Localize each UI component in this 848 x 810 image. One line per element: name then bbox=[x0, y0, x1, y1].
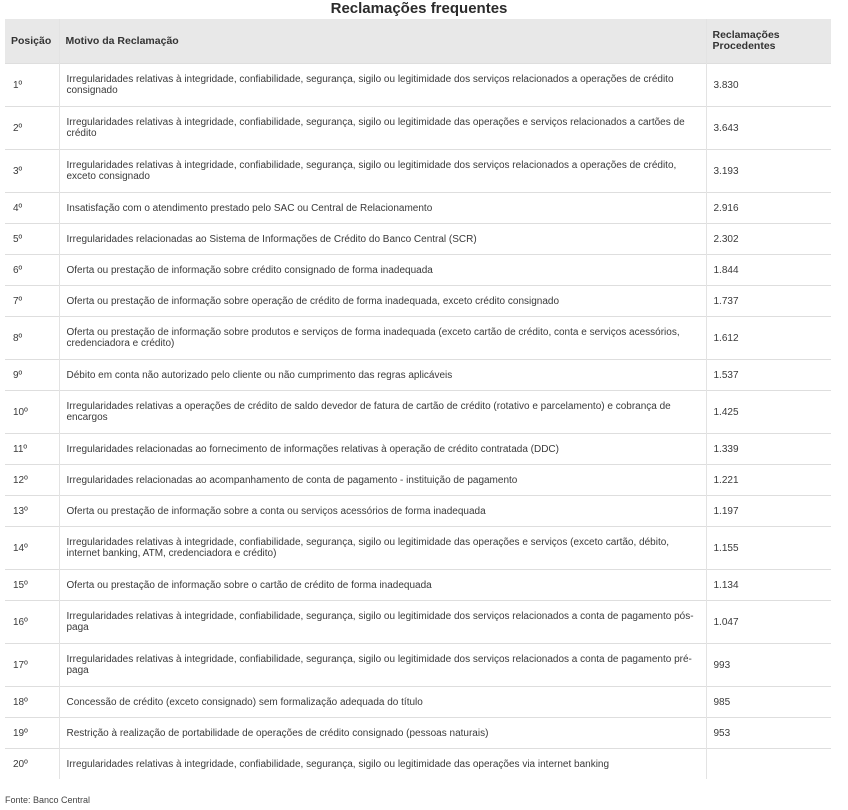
cell-count: 1.737 bbox=[706, 286, 831, 317]
cell-count: 1.537 bbox=[706, 360, 831, 391]
cell-count: 953 bbox=[706, 718, 831, 749]
cell-position: 4º bbox=[5, 193, 59, 224]
table-row bbox=[5, 224, 831, 255]
header-count: Reclamações Procedentes bbox=[706, 19, 831, 64]
table-row bbox=[5, 317, 831, 360]
cell-reason: Irregularidades relativas à integridade, confiabilidade, segurança, sigilo ou legitimidade dos serviços relacionados a conta de pagamento pré-paga bbox=[59, 644, 706, 687]
cell-count: 3.830 bbox=[706, 64, 831, 107]
cell-reason: Irregularidades relativas à integridade, confiabilidade, segurança, sigilo ou legitimidade dos serviços relacionados a operações de crédito, exceto consignado bbox=[59, 150, 706, 193]
cell-position: 17º bbox=[5, 644, 59, 687]
header-reason: Motivo da Reclamação bbox=[59, 19, 706, 64]
cell-count: 3.193 bbox=[706, 150, 831, 193]
cell-reason: Irregularidades relacionadas ao acompanhamento de conta de pagamento - instituição de pagamento bbox=[59, 465, 706, 496]
cell-count: 993 bbox=[706, 644, 831, 687]
table-row bbox=[5, 391, 831, 434]
cell-reason: Restrição à realização de portabilidade de operações de crédito consignado (pessoas naturais) bbox=[59, 718, 706, 749]
table-row bbox=[5, 434, 831, 465]
cell-reason: Irregularidades relacionadas ao Sistema de Informações de Crédito do Banco Central (SCR) bbox=[59, 224, 706, 255]
cell-position: 1º bbox=[5, 64, 59, 107]
cell-position: 6º bbox=[5, 255, 59, 286]
cell-position: 10º bbox=[5, 391, 59, 434]
cell-position: 15º bbox=[5, 570, 59, 601]
cell-position: 16º bbox=[5, 601, 59, 644]
cell-reason: Oferta ou prestação de informação sobre o cartão de crédito de forma inadequada bbox=[59, 570, 706, 601]
cell-reason: Irregularidades relativas a operações de crédito de saldo devedor de fatura de cartão de crédito (rotativo e parcelamento) e cobrança de encargos bbox=[59, 391, 706, 434]
cell-count: 1.047 bbox=[706, 601, 831, 644]
table-header-row bbox=[5, 19, 831, 64]
cell-count: 1.134 bbox=[706, 570, 831, 601]
cell-reason: Irregularidades relativas à integridade, confiabilidade, segurança, sigilo ou legitimidade das operações via internet banking bbox=[59, 749, 706, 780]
cell-position: 5º bbox=[5, 224, 59, 255]
table-row bbox=[5, 687, 831, 718]
table-row bbox=[5, 570, 831, 601]
table-row bbox=[5, 496, 831, 527]
table-row bbox=[5, 64, 831, 107]
cell-count: 1.339 bbox=[706, 434, 831, 465]
cell-position: 8º bbox=[5, 317, 59, 360]
table-title: Reclamações frequentes bbox=[330, 0, 508, 17]
cell-position: 14º bbox=[5, 527, 59, 570]
cell-count: 985 bbox=[706, 687, 831, 718]
table-row bbox=[5, 360, 831, 391]
cell-reason: Insatisfação com o atendimento prestado pelo SAC ou Central de Relacionamento bbox=[59, 193, 706, 224]
cell-reason: Irregularidades relativas à integridade, confiabilidade, segurança, sigilo ou legitimidade das operações e serviços relacionados a cartões de crédito bbox=[59, 107, 706, 150]
table-row bbox=[5, 255, 831, 286]
table-row bbox=[5, 286, 831, 317]
cell-count: 3.643 bbox=[706, 107, 831, 150]
cell-position: 19º bbox=[5, 718, 59, 749]
table-row bbox=[5, 718, 831, 749]
cell-position: 3º bbox=[5, 150, 59, 193]
cell-reason: Irregularidades relativas à integridade, confiabilidade, segurança, sigilo ou legitimidade dos serviços relacionados a operações de crédito consignado bbox=[59, 64, 706, 107]
cell-count: 2.916 bbox=[706, 193, 831, 224]
cell-count: 1.155 bbox=[706, 527, 831, 570]
cell-count: 2.302 bbox=[706, 224, 831, 255]
cell-reason: Irregularidades relativas à integridade, confiabilidade, segurança, sigilo ou legitimidade dos serviços relacionados a conta de pagamento pós-paga bbox=[59, 601, 706, 644]
cell-count: 1.425 bbox=[706, 391, 831, 434]
table-row bbox=[5, 150, 831, 193]
cell-count: 1.197 bbox=[706, 496, 831, 527]
cell-count: 1.844 bbox=[706, 255, 831, 286]
cell-position: 13º bbox=[5, 496, 59, 527]
cell-count bbox=[706, 749, 831, 780]
table-row bbox=[5, 527, 831, 570]
cell-position: 7º bbox=[5, 286, 59, 317]
cell-position: 2º bbox=[5, 107, 59, 150]
table-row bbox=[5, 644, 831, 687]
cell-reason: Oferta ou prestação de informação sobre a conta ou serviços acessórios de forma inadequada bbox=[59, 496, 706, 527]
header-position: Posição bbox=[5, 19, 59, 64]
cell-count: 1.612 bbox=[706, 317, 831, 360]
cell-position: 20º bbox=[5, 749, 59, 780]
cell-reason: Concessão de crédito (exceto consignado) sem formalização adequada do título bbox=[59, 687, 706, 718]
cell-reason: Irregularidades relativas à integridade, confiabilidade, segurança, sigilo ou legitimidade das operações e serviços (exceto cartão, débito, internet banking, ATM, credenciadora e crédito) bbox=[59, 527, 706, 570]
cell-reason: Oferta ou prestação de informação sobre produtos e serviços de forma inadequada (exceto cartão de crédito, conta e serviços acessórios, credenciadora e crédito) bbox=[59, 317, 706, 360]
cell-position: 18º bbox=[5, 687, 59, 718]
table-row bbox=[5, 749, 831, 780]
cell-reason: Débito em conta não autorizado pelo cliente ou não cumprimento das regras aplicáveis bbox=[59, 360, 706, 391]
cell-reason: Irregularidades relacionadas ao fornecimento de informações relativas à operação de crédito contratada (DDC) bbox=[59, 434, 706, 465]
cell-reason: Oferta ou prestação de informação sobre crédito consignado de forma inadequada bbox=[59, 255, 706, 286]
source-note: Fonte: Banco Central bbox=[5, 795, 91, 805]
cell-reason: Oferta ou prestação de informação sobre operação de crédito de forma inadequada, exceto crédito consignado bbox=[59, 286, 706, 317]
cell-position: 9º bbox=[5, 360, 59, 391]
table-row bbox=[5, 465, 831, 496]
cell-position: 12º bbox=[5, 465, 59, 496]
cell-position: 11º bbox=[5, 434, 59, 465]
complaints-table bbox=[5, 19, 831, 779]
cell-count: 1.221 bbox=[706, 465, 831, 496]
table-row bbox=[5, 107, 831, 150]
table-row bbox=[5, 601, 831, 644]
table-row bbox=[5, 193, 831, 224]
